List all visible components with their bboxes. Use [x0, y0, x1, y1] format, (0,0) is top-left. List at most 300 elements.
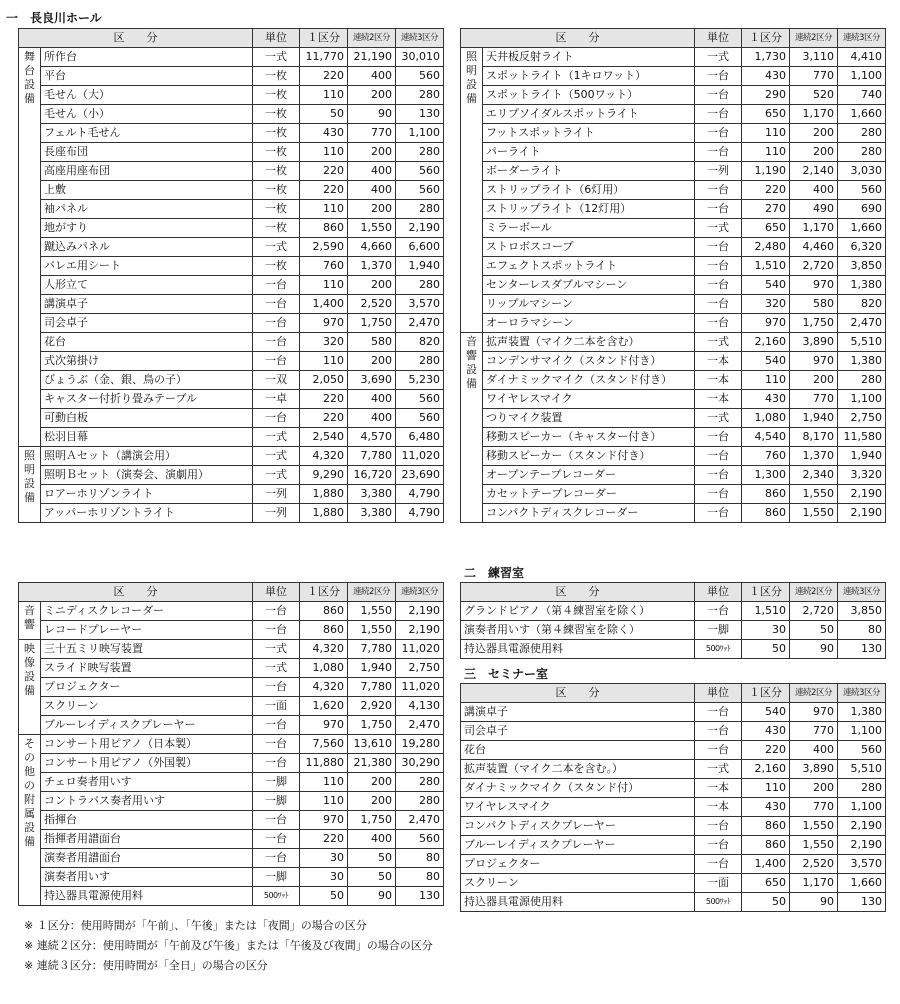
- fee-3-sections: 6,320: [838, 238, 886, 257]
- fee-2-sections: 90: [790, 640, 838, 659]
- item-unit: 一枚: [253, 124, 300, 143]
- fee-2-sections: 4,660: [348, 238, 396, 257]
- fee-3-sections: 2,750: [838, 409, 886, 428]
- item-unit: 一台: [253, 295, 300, 314]
- fee-3-sections: 820: [838, 295, 886, 314]
- item-name: コンデンサマイク（スタンド付き）: [483, 352, 695, 371]
- item-unit: 一式: [695, 409, 742, 428]
- fee-1-section: 110: [300, 773, 348, 792]
- fee-1-section: 860: [300, 219, 348, 238]
- fee-1-section: 110: [300, 792, 348, 811]
- fee-2-sections: 400: [348, 390, 396, 409]
- fee-3-sections: 80: [838, 621, 886, 640]
- item-unit: 一台: [253, 754, 300, 773]
- header-1-section: １区分: [742, 583, 790, 602]
- fee-2-sections: 200: [348, 792, 396, 811]
- header-3-sections: 連続3区分: [838, 29, 886, 48]
- fee-2-sections: 3,380: [348, 485, 396, 504]
- fee-3-sections: 4,790: [396, 504, 444, 523]
- fee-2-sections: 1,170: [790, 219, 838, 238]
- table-row: [19, 504, 444, 523]
- header-3-sections: 連続3区分: [838, 583, 886, 602]
- fee-1-section: 1,880: [300, 485, 348, 504]
- item-unit: 一台: [695, 817, 742, 836]
- fee-3-sections: 560: [838, 181, 886, 200]
- item-unit: 500ﾜｯﾄ: [695, 640, 742, 659]
- item-name: フェルト毛せん: [41, 124, 253, 143]
- table-row: [461, 257, 886, 276]
- item-name: びょうぶ（金、銀、鳥の子）: [41, 371, 253, 390]
- fee-1-section: 110: [300, 276, 348, 295]
- header-kubun: 区 分: [461, 583, 695, 602]
- item-name: 照明Ａセット（講演会用）: [41, 447, 253, 466]
- fee-3-sections: 280: [838, 124, 886, 143]
- fee-3-sections: 280: [396, 143, 444, 162]
- item-unit: 一式: [253, 48, 300, 67]
- item-name: 袖パネル: [41, 200, 253, 219]
- fee-3-sections: 2,750: [396, 659, 444, 678]
- fee-3-sections: 280: [838, 143, 886, 162]
- fee-3-sections: 690: [838, 200, 886, 219]
- fee-3-sections: 30,290: [396, 754, 444, 773]
- table-row: [19, 754, 444, 773]
- fee-3-sections: 1,100: [396, 124, 444, 143]
- fee-2-sections: 770: [790, 67, 838, 86]
- fee-1-section: 1,620: [300, 697, 348, 716]
- fee-2-sections: 770: [790, 722, 838, 741]
- fee-2-sections: 1,370: [790, 447, 838, 466]
- fee-3-sections: 2,190: [396, 602, 444, 621]
- fee-2-sections: 580: [348, 333, 396, 352]
- fee-2-sections: 1,550: [790, 504, 838, 523]
- fee-1-section: 650: [742, 219, 790, 238]
- item-unit: 一脚: [253, 868, 300, 887]
- item-name: つりマイク装置: [483, 409, 695, 428]
- item-name: 可動白板: [41, 409, 253, 428]
- fee-2-sections: 1,750: [348, 716, 396, 735]
- fee-1-section: 110: [742, 143, 790, 162]
- item-unit: 一台: [695, 447, 742, 466]
- table-row: [19, 352, 444, 371]
- item-name: カセットテープレコーダー: [483, 485, 695, 504]
- item-name: ミニディスクレコーダー: [41, 602, 253, 621]
- item-name: フットスポットライト: [483, 124, 695, 143]
- fee-1-section: 2,160: [742, 760, 790, 779]
- fee-1-section: 110: [742, 371, 790, 390]
- fee-1-section: 220: [300, 830, 348, 849]
- fee-2-sections: 1,550: [790, 836, 838, 855]
- fee-1-section: 110: [742, 779, 790, 798]
- fee-1-section: 1,510: [742, 602, 790, 621]
- fee-3-sections: 1,660: [838, 105, 886, 124]
- fee-2-sections: 50: [790, 621, 838, 640]
- item-name: 三十五ミリ映写装置: [41, 640, 253, 659]
- item-name: パーライト: [483, 143, 695, 162]
- item-unit: 一本: [695, 779, 742, 798]
- item-unit: 一台: [253, 276, 300, 295]
- table-row: [461, 621, 886, 640]
- fee-2-sections: 3,380: [348, 504, 396, 523]
- item-name: リップルマシーン: [483, 295, 695, 314]
- item-unit: 一台: [253, 602, 300, 621]
- table-row: [19, 716, 444, 735]
- item-unit: 一台: [253, 621, 300, 640]
- fee-3-sections: 740: [838, 86, 886, 105]
- fee-3-sections: 280: [838, 779, 886, 798]
- table-row: [461, 86, 886, 105]
- fee-3-sections: 280: [838, 371, 886, 390]
- fee-1-section: 1,400: [300, 295, 348, 314]
- item-name: スポットライト（1キロワット）: [483, 67, 695, 86]
- fee-1-section: 2,160: [742, 333, 790, 352]
- item-unit: 一台: [253, 333, 300, 352]
- fee-1-section: 430: [742, 390, 790, 409]
- fee-1-section: 110: [300, 143, 348, 162]
- item-name: オープンテープレコーダー: [483, 466, 695, 485]
- fee-1-section: 50: [742, 640, 790, 659]
- fee-2-sections: 1,750: [348, 314, 396, 333]
- item-name: 花台: [461, 741, 695, 760]
- fee-2-sections: 490: [790, 200, 838, 219]
- fee-2-sections: 3,890: [790, 333, 838, 352]
- item-unit: 一台: [253, 678, 300, 697]
- item-unit: 一台: [253, 314, 300, 333]
- fee-3-sections: 4,130: [396, 697, 444, 716]
- fee-3-sections: 11,020: [396, 640, 444, 659]
- hall-fee-table-sound-video-other: [18, 582, 444, 906]
- table-row: [19, 621, 444, 640]
- fee-2-sections: 7,780: [348, 447, 396, 466]
- group-label: 照明設備: [461, 48, 483, 333]
- item-unit: 一本: [695, 371, 742, 390]
- item-unit: 一台: [695, 428, 742, 447]
- fee-2-sections: 1,750: [348, 811, 396, 830]
- header-1-section: １区分: [742, 29, 790, 48]
- practice-room-fee-table: [460, 582, 886, 659]
- item-name: ブルーレイディスクプレーヤー: [461, 836, 695, 855]
- header-2-sections: 連続2区分: [790, 684, 838, 703]
- fee-2-sections: 1,550: [348, 602, 396, 621]
- fee-3-sections: 130: [838, 893, 886, 912]
- fee-2-sections: 3,690: [348, 371, 396, 390]
- group-label: 舞台設備: [19, 48, 41, 447]
- group-label: 照明設備: [19, 447, 41, 523]
- item-unit: 一台: [253, 716, 300, 735]
- table-row: [19, 257, 444, 276]
- fee-1-section: 7,560: [300, 735, 348, 754]
- item-unit: 一枚: [253, 181, 300, 200]
- fee-3-sections: 19,280: [396, 735, 444, 754]
- header-row: [461, 684, 886, 703]
- item-name: 講演卓子: [461, 703, 695, 722]
- fee-2-sections: 970: [790, 703, 838, 722]
- fee-1-section: 1,880: [300, 504, 348, 523]
- fee-1-section: 540: [742, 352, 790, 371]
- fee-2-sections: 400: [348, 830, 396, 849]
- item-unit: 一式: [695, 333, 742, 352]
- fee-2-sections: 2,520: [790, 855, 838, 874]
- fee-1-section: 430: [742, 722, 790, 741]
- item-name: コンサート用ピアノ（日本製）: [41, 735, 253, 754]
- table-row: [461, 105, 886, 124]
- fee-1-section: 110: [742, 124, 790, 143]
- item-unit: 一卓: [253, 390, 300, 409]
- fee-3-sections: 560: [396, 181, 444, 200]
- table-row: [19, 219, 444, 238]
- fee-2-sections: 200: [348, 143, 396, 162]
- item-name: コントラバス奏者用いす: [41, 792, 253, 811]
- header-kubun: 区 分: [19, 583, 253, 602]
- fee-2-sections: 7,780: [348, 678, 396, 697]
- item-unit: 一枚: [253, 67, 300, 86]
- item-unit: 一台: [695, 143, 742, 162]
- item-unit: 一台: [253, 811, 300, 830]
- header-1-section: １区分: [300, 583, 348, 602]
- item-name: 上敷: [41, 181, 253, 200]
- fee-2-sections: 2,140: [790, 162, 838, 181]
- item-name: 演奏者用いす: [41, 868, 253, 887]
- table-row: [461, 276, 886, 295]
- header-2-sections: 連続2区分: [348, 583, 396, 602]
- fee-3-sections: 11,020: [396, 447, 444, 466]
- fee-2-sections: 200: [348, 276, 396, 295]
- fee-1-section: 270: [742, 200, 790, 219]
- fee-2-sections: 4,460: [790, 238, 838, 257]
- item-name: 天井板反射ライト: [483, 48, 695, 67]
- fee-1-section: 970: [300, 716, 348, 735]
- table-row: [19, 409, 444, 428]
- fee-3-sections: 1,100: [838, 390, 886, 409]
- table-row: [461, 333, 886, 352]
- item-unit: 一脚: [695, 621, 742, 640]
- item-unit: 一台: [695, 741, 742, 760]
- practice-section-title: 二 練習室: [464, 566, 525, 580]
- table-row: [461, 874, 886, 893]
- fee-3-sections: 560: [396, 830, 444, 849]
- item-unit: 一枚: [253, 143, 300, 162]
- fee-3-sections: 11,580: [838, 428, 886, 447]
- table-row: [461, 855, 886, 874]
- fee-3-sections: 1,100: [838, 798, 886, 817]
- item-name: 指揮者用譜面台: [41, 830, 253, 849]
- item-name: 蹴込みパネル: [41, 238, 253, 257]
- item-name: 司会卓子: [41, 314, 253, 333]
- fee-2-sections: 2,920: [348, 697, 396, 716]
- table-row: [461, 219, 886, 238]
- item-name: 講演卓子: [41, 295, 253, 314]
- fee-1-section: 1,300: [742, 466, 790, 485]
- item-name: バレエ用シート: [41, 257, 253, 276]
- fee-3-sections: 3,570: [396, 295, 444, 314]
- fee-2-sections: 400: [348, 409, 396, 428]
- table-row: [461, 779, 886, 798]
- item-name: 照明Ｂセット（演奏会、演劇用）: [41, 466, 253, 485]
- table-row: [461, 295, 886, 314]
- fee-3-sections: 1,380: [838, 703, 886, 722]
- fee-3-sections: 2,190: [838, 836, 886, 855]
- table-row: [461, 703, 886, 722]
- fee-1-section: 970: [742, 314, 790, 333]
- fee-3-sections: 280: [396, 276, 444, 295]
- item-name: グランドピアノ（第４練習室を除く）: [461, 602, 695, 621]
- fee-2-sections: 1,550: [348, 219, 396, 238]
- fee-3-sections: 280: [396, 200, 444, 219]
- item-unit: 一台: [695, 200, 742, 219]
- item-name: 人形立て: [41, 276, 253, 295]
- seminar-section-title: 三 セミナー室: [464, 667, 549, 681]
- table-row: [461, 162, 886, 181]
- item-name: ワイヤレスマイク: [483, 390, 695, 409]
- item-name: 所作台: [41, 48, 253, 67]
- item-unit: 一本: [695, 390, 742, 409]
- hall-fee-table-lighting-sound: [460, 28, 886, 523]
- table-row: [19, 466, 444, 485]
- fee-2-sections: 90: [348, 887, 396, 906]
- fee-3-sections: 130: [396, 887, 444, 906]
- item-unit: 一台: [695, 703, 742, 722]
- item-name: 演奏者用いす（第４練習室を除く）: [461, 621, 695, 640]
- table-row: [461, 48, 886, 67]
- item-name: ダイナミックマイク（スタンド付き）: [483, 371, 695, 390]
- fee-3-sections: 1,940: [838, 447, 886, 466]
- item-unit: 一式: [695, 48, 742, 67]
- item-unit: 一台: [695, 257, 742, 276]
- fee-2-sections: 200: [790, 124, 838, 143]
- fee-3-sections: 280: [396, 352, 444, 371]
- header-row: [19, 29, 444, 48]
- fee-1-section: 9,290: [300, 466, 348, 485]
- table-row: [19, 200, 444, 219]
- table-row: [19, 105, 444, 124]
- header-row: [461, 29, 886, 48]
- fee-1-section: 540: [742, 703, 790, 722]
- table-row: [461, 817, 886, 836]
- fee-2-sections: 1,550: [790, 817, 838, 836]
- fee-3-sections: 5,510: [838, 760, 886, 779]
- item-unit: 一台: [695, 105, 742, 124]
- table-row: [461, 485, 886, 504]
- fee-2-sections: 3,110: [790, 48, 838, 67]
- fee-2-sections: 400: [790, 741, 838, 760]
- fee-3-sections: 560: [396, 390, 444, 409]
- item-name: 移動スピーカー（キャスター付き）: [483, 428, 695, 447]
- fee-3-sections: 4,410: [838, 48, 886, 67]
- table-row: [461, 741, 886, 760]
- item-name: ボーダーライト: [483, 162, 695, 181]
- fee-1-section: 2,050: [300, 371, 348, 390]
- item-name: コンサート用ピアノ（外国製）: [41, 754, 253, 773]
- fee-1-section: 1,510: [742, 257, 790, 276]
- item-name: スポットライト（500ワット）: [483, 86, 695, 105]
- fee-2-sections: 400: [348, 181, 396, 200]
- fee-2-sections: 8,170: [790, 428, 838, 447]
- fee-3-sections: 560: [396, 409, 444, 428]
- fee-1-section: 860: [742, 836, 790, 855]
- item-unit: 一台: [253, 849, 300, 868]
- item-name: プロジェクター: [461, 855, 695, 874]
- fee-1-section: 11,880: [300, 754, 348, 773]
- fee-1-section: 220: [300, 390, 348, 409]
- header-row: [461, 583, 886, 602]
- fee-3-sections: 23,690: [396, 466, 444, 485]
- item-unit: 一台: [253, 830, 300, 849]
- fee-1-section: 4,320: [300, 678, 348, 697]
- item-name: 花台: [41, 333, 253, 352]
- fee-1-section: 290: [742, 86, 790, 105]
- header-2-sections: 連続2区分: [348, 29, 396, 48]
- table-row: [19, 678, 444, 697]
- fee-2-sections: 400: [348, 162, 396, 181]
- table-row: [461, 466, 886, 485]
- table-row: [461, 124, 886, 143]
- table-row: [19, 428, 444, 447]
- fee-2-sections: 50: [348, 849, 396, 868]
- fee-2-sections: 2,520: [348, 295, 396, 314]
- fee-1-section: 220: [300, 162, 348, 181]
- fee-1-section: 50: [742, 893, 790, 912]
- fee-1-section: 2,590: [300, 238, 348, 257]
- header-2-sections: 連続2区分: [790, 583, 838, 602]
- header-unit: 単位: [253, 29, 300, 48]
- item-name: 拡声装置（マイク二本を含む。）: [461, 760, 695, 779]
- table-row: [461, 314, 886, 333]
- fee-3-sections: 11,020: [396, 678, 444, 697]
- item-name: ワイヤレスマイク: [461, 798, 695, 817]
- table-row: [19, 371, 444, 390]
- item-unit: 一台: [695, 181, 742, 200]
- fee-3-sections: 1,100: [838, 67, 886, 86]
- header-1-section: １区分: [300, 29, 348, 48]
- header-kubun: 区 分: [19, 29, 253, 48]
- table-row: [19, 333, 444, 352]
- item-unit: 一台: [695, 602, 742, 621]
- item-unit: 一脚: [253, 773, 300, 792]
- table-row: [19, 124, 444, 143]
- fee-2-sections: 90: [348, 105, 396, 124]
- item-unit: 一列: [253, 504, 300, 523]
- header-3-sections: 連続3区分: [396, 583, 444, 602]
- fee-3-sections: 3,570: [838, 855, 886, 874]
- fee-2-sections: 1,750: [790, 314, 838, 333]
- item-unit: 一台: [695, 855, 742, 874]
- header-3-sections: 連続3区分: [396, 29, 444, 48]
- fee-2-sections: 16,720: [348, 466, 396, 485]
- fee-1-section: 30: [300, 849, 348, 868]
- item-unit: 一式: [253, 640, 300, 659]
- table-row: [461, 447, 886, 466]
- fee-2-sections: 1,550: [790, 485, 838, 504]
- table-row: [19, 162, 444, 181]
- fee-1-section: 320: [742, 295, 790, 314]
- fee-3-sections: 2,190: [838, 817, 886, 836]
- item-unit: 一列: [253, 485, 300, 504]
- table-row: [19, 849, 444, 868]
- table-row: [19, 602, 444, 621]
- fee-1-section: 1,730: [742, 48, 790, 67]
- fee-3-sections: 1,380: [838, 276, 886, 295]
- fee-3-sections: 3,850: [838, 257, 886, 276]
- table-row: [461, 390, 886, 409]
- header-unit: 単位: [253, 583, 300, 602]
- fee-2-sections: 7,780: [348, 640, 396, 659]
- fee-3-sections: 1,660: [838, 219, 886, 238]
- item-name: 持込器具電源使用料: [461, 893, 695, 912]
- fee-1-section: 860: [300, 621, 348, 640]
- item-name: スクリーン: [461, 874, 695, 893]
- item-name: ダイナミックマイク（スタンド付）: [461, 779, 695, 798]
- item-unit: 一式: [253, 447, 300, 466]
- item-name: コンパクトディスクプレーヤー: [461, 817, 695, 836]
